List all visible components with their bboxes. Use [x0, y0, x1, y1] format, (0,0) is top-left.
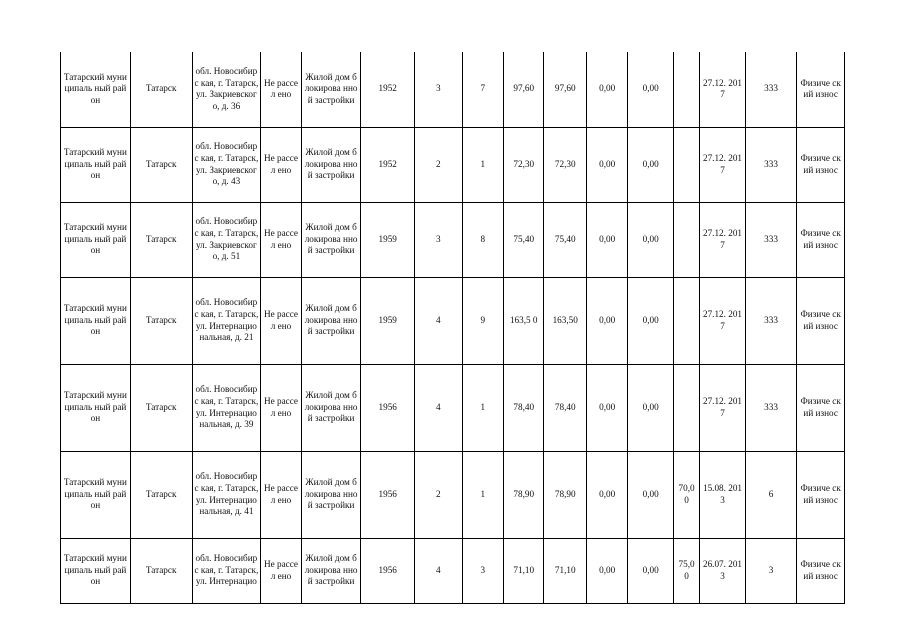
- cell-v1: 0,00: [586, 52, 627, 127]
- cell-address: обл. Новосибирс кая, г. Татарск, ул. Интернацио нальная, д. 39: [192, 364, 261, 451]
- cell-year: 1956: [361, 451, 415, 538]
- document-page: [60, 52, 845, 604]
- cell-district: Татарский муниципаль ный район: [61, 364, 131, 451]
- table-row: [61, 127, 845, 202]
- cell-apts: 1: [462, 451, 503, 538]
- cell-floors: 2: [415, 127, 463, 202]
- cell-type: Жилой дом блокирова нной застройки: [301, 202, 361, 277]
- cell-date: 27.12. 2017: [700, 127, 746, 202]
- cell-date: 27.12. 2017: [700, 364, 746, 451]
- cell-v2: 0,00: [628, 538, 674, 603]
- cell-v1: 0,00: [586, 127, 627, 202]
- cell-type: Жилой дом блокирова нной застройки: [301, 538, 361, 603]
- cell-address: обл. Новосибирс кая, г. Татарск, ул. Интернацио нальная, д. 41: [192, 451, 261, 538]
- cell-status: Не рассел ено: [261, 277, 301, 364]
- cell-floors: 4: [415, 538, 463, 603]
- cell-v2: 0,00: [628, 127, 674, 202]
- cell-status: Не рассел ено: [261, 538, 301, 603]
- cell-city: Татарск: [130, 451, 192, 538]
- cell-v2: 0,00: [628, 202, 674, 277]
- cell-reason: Физиче ский износ: [797, 52, 845, 127]
- cell-v3: [673, 127, 699, 202]
- cell-status: Не рассел ено: [261, 52, 301, 127]
- cell-reason: Физиче ский износ: [797, 277, 845, 364]
- cell-v2: 0,00: [628, 52, 674, 127]
- cell-v1: 0,00: [586, 451, 627, 538]
- cell-district: Татарский муниципаль ный район: [61, 202, 131, 277]
- cell-doc-no: 333: [745, 364, 797, 451]
- cell-date: 15.08. 2013: [700, 451, 746, 538]
- cell-doc-no: 333: [745, 52, 797, 127]
- cell-district: Татарский муниципаль ный район: [61, 451, 131, 538]
- cell-floors: 4: [415, 277, 463, 364]
- cell-area-living: 78,90: [544, 451, 586, 538]
- cell-doc-no: 3: [745, 538, 797, 603]
- cell-year: 1952: [361, 127, 415, 202]
- cell-v1: 0,00: [586, 364, 627, 451]
- cell-year: 1959: [361, 277, 415, 364]
- cell-area-total: 78,40: [504, 364, 544, 451]
- cell-status: Не рассел ено: [261, 451, 301, 538]
- table-row: [61, 277, 845, 364]
- cell-type: Жилой дом блокирова нной застройки: [301, 364, 361, 451]
- cell-floors: 3: [415, 52, 463, 127]
- cell-city: Татарск: [130, 127, 192, 202]
- cell-status: Не рассел ено: [261, 364, 301, 451]
- cell-v3: 75,0 0: [673, 538, 699, 603]
- cell-district: Татарский муниципаль ный район: [61, 52, 131, 127]
- cell-doc-no: 6: [745, 451, 797, 538]
- cell-address: обл. Новосибирс кая, г. Татарск, ул. Интернацио: [192, 538, 261, 603]
- cell-area-total: 72,30: [504, 127, 544, 202]
- cell-doc-no: 333: [745, 277, 797, 364]
- cell-floors: 2: [415, 451, 463, 538]
- cell-apts: 7: [462, 52, 503, 127]
- cell-city: Татарск: [130, 538, 192, 603]
- cell-v2: 0,00: [628, 277, 674, 364]
- cell-floors: 3: [415, 202, 463, 277]
- cell-date: 27.12. 2017: [700, 277, 746, 364]
- cell-date: 27.12. 2017: [700, 52, 746, 127]
- cell-address: обл. Новосибирс кая, г. Татарск, ул. Закриевског о, д. 36: [192, 52, 261, 127]
- cell-area-living: 97,60: [544, 52, 586, 127]
- cell-city: Татарск: [130, 364, 192, 451]
- cell-year: 1959: [361, 202, 415, 277]
- cell-date: 26.07. 2013: [700, 538, 746, 603]
- cell-area-living: 78,40: [544, 364, 586, 451]
- cell-status: Не рассел ено: [261, 127, 301, 202]
- cell-district: Татарский муниципаль ный район: [61, 277, 131, 364]
- cell-reason: Физиче ский износ: [797, 127, 845, 202]
- cell-area-total: 75,40: [504, 202, 544, 277]
- cell-area-total: 71,10: [504, 538, 544, 603]
- cell-city: Татарск: [130, 52, 192, 127]
- cell-area-total: 97,60: [504, 52, 544, 127]
- cell-reason: Физиче ский износ: [797, 364, 845, 451]
- cell-type: Жилой дом блокирова нной застройки: [301, 52, 361, 127]
- cell-doc-no: 333: [745, 202, 797, 277]
- cell-v3: [673, 202, 699, 277]
- cell-district: Татарский муниципаль ный район: [61, 538, 131, 603]
- table-row: [61, 364, 845, 451]
- table-row: [61, 202, 845, 277]
- cell-reason: Физиче ский износ: [797, 451, 845, 538]
- cell-area-living: 75,40: [544, 202, 586, 277]
- cell-v3: [673, 364, 699, 451]
- cell-year: 1956: [361, 538, 415, 603]
- cell-district: Татарский муниципаль ный район: [61, 127, 131, 202]
- table-row: [61, 52, 845, 127]
- cell-v3: [673, 277, 699, 364]
- cell-year: 1956: [361, 364, 415, 451]
- table-row: [61, 538, 845, 603]
- cell-floors: 4: [415, 364, 463, 451]
- housing-table: [60, 52, 845, 604]
- cell-v2: 0,00: [628, 364, 674, 451]
- cell-date: 27.12. 2017: [700, 202, 746, 277]
- cell-v2: 0,00: [628, 451, 674, 538]
- cell-apts: 3: [462, 538, 503, 603]
- table-row: [61, 451, 845, 538]
- cell-doc-no: 333: [745, 127, 797, 202]
- cell-type: Жилой дом блокирова нной застройки: [301, 277, 361, 364]
- cell-area-living: 72,30: [544, 127, 586, 202]
- cell-status: Не рассел ено: [261, 202, 301, 277]
- cell-city: Татарск: [130, 202, 192, 277]
- cell-apts: 8: [462, 202, 503, 277]
- table-body: [61, 52, 845, 603]
- cell-address: обл. Новосибирс кая, г. Татарск, ул. Закриевског о, д. 43: [192, 127, 261, 202]
- cell-apts: 1: [462, 364, 503, 451]
- cell-v1: 0,00: [586, 202, 627, 277]
- cell-area-total: 78,90: [504, 451, 544, 538]
- cell-address: обл. Новосибирс кая, г. Татарск, ул. Интернацио нальная, д. 21: [192, 277, 261, 364]
- cell-v1: 0,00: [586, 538, 627, 603]
- cell-area-total: 163,5 0: [504, 277, 544, 364]
- cell-address: обл. Новосибирс кая, г. Татарск, ул. Закриевског о, д. 51: [192, 202, 261, 277]
- cell-city: Татарск: [130, 277, 192, 364]
- cell-v3: 70,0 0: [673, 451, 699, 538]
- cell-apts: 1: [462, 127, 503, 202]
- cell-apts: 9: [462, 277, 503, 364]
- cell-year: 1952: [361, 52, 415, 127]
- cell-type: Жилой дом блокирова нной застройки: [301, 127, 361, 202]
- cell-reason: Физиче ский износ: [797, 202, 845, 277]
- cell-v1: 0,00: [586, 277, 627, 364]
- cell-reason: Физиче ский износ: [797, 538, 845, 603]
- cell-type: Жилой дом блокирова нной застройки: [301, 451, 361, 538]
- cell-v3: [673, 52, 699, 127]
- cell-area-living: 71,10: [544, 538, 586, 603]
- cell-area-living: 163,50: [544, 277, 586, 364]
